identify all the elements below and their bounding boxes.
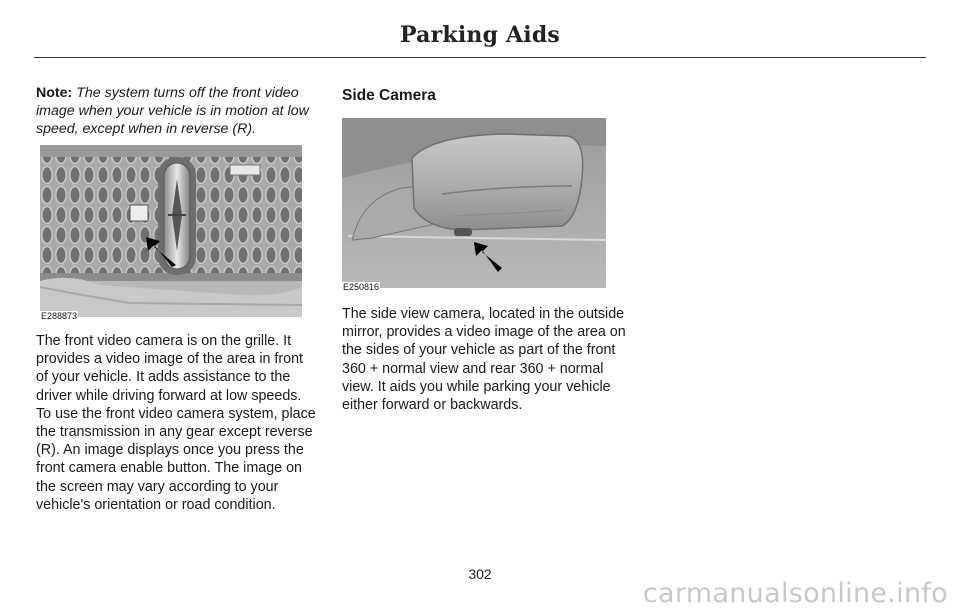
page-title: Parking Aids [399,22,561,48]
page-number: 302 [468,566,492,582]
title-divider [34,57,926,58]
note-label: Note: [36,85,73,101]
side-camera-section [342,84,627,106]
figure-code-mirror: E250816 [343,282,380,292]
front-camera-paragraph: The front video camera is on the grille. It provides a video image of the area in front of your vehicle. It adds assistance to the driver while driving forward at low speeds. To use the front video camera system, place the transmission in any gear except reverse (R). An image displays once you press the front camera enable button. The image on the screen may vary according to your vehicle's orientation or road condition. [36,333,316,513]
mirror-image [342,118,606,288]
grille-image [40,145,302,317]
figure-code-grille: E288873 [41,311,78,321]
side-camera-heading: Side Camera [342,87,436,104]
note-text: The system turns off the front video image when your vehicle is in motion at low speed, except when in reverse (R). [36,85,309,137]
note-paragraph [36,84,318,138]
side-camera-illustration [342,118,606,292]
side-camera-paragraph: The side view camera, located in the outside mirror, provides a video image of the area on the sides of your vehicle as part of the front 360 + normal view and rear 360 + normal view. It aids you while parking your vehicle either forward or backwards. [342,306,626,414]
front-camera-description [36,332,318,514]
note-block [36,84,318,138]
side-camera-description [342,305,627,414]
grille-camera-illustration [40,145,302,321]
watermark: carmanualsonline.info [642,578,948,609]
